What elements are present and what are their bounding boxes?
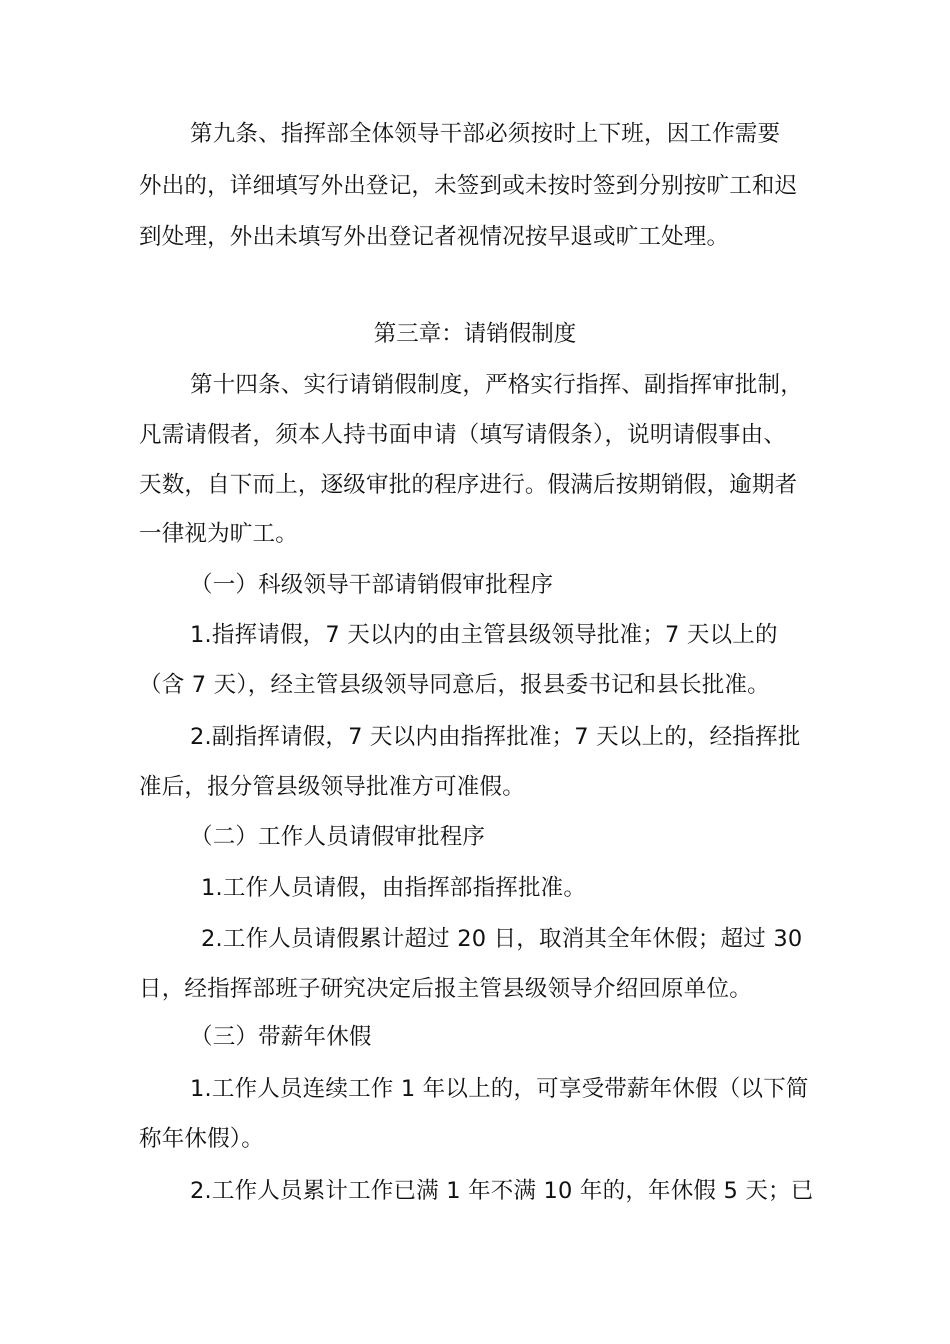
- article14-line4: 一律视为旷工。: [139, 521, 298, 547]
- section1-item2-line2: 准后，报分管县级领导批准方可准假。: [139, 774, 525, 800]
- article9-line2: 外出的，详细填写外出登记，未签到或未按时签到分别按旷工和迟: [139, 173, 798, 199]
- section1-item2-line1: 2.副指挥请假，7 天以内由指挥批准；7 天以上的，经指挥批: [190, 724, 801, 750]
- section2-item2-line1: 2.工作人员请假累计超过 20 日，取消其全年休假；超过 30: [201, 926, 803, 952]
- section3-heading: （三）带薪年休假: [190, 1024, 372, 1050]
- section3-item2-line1: 2.工作人员累计工作已满 1 年不满 10 年的，年休假 5 天；已: [190, 1178, 814, 1204]
- article14-line3: 天数，自下而上，逐级审批的程序进行。假满后按期销假，逾期者: [139, 472, 798, 498]
- section3-item1-line1: 1.工作人员连续工作 1 年以上的，可享受带薪年休假（以下简: [190, 1076, 809, 1102]
- section2-item2-line2: 日，经指挥部班子研究决定后报主管县级领导介绍回原单位。: [139, 976, 752, 1002]
- chapter-title: 第三章：请销假制度: [373, 321, 577, 347]
- article14-line2: 凡需请假者，须本人持书面申请（填写请假条），说明请假事由、: [139, 422, 787, 448]
- article9-line1: 第九条、指挥部全体领导干部必须按时上下班，因工作需要: [190, 121, 781, 147]
- section1-heading: （一）科级领导干部请销假审批程序: [190, 572, 554, 598]
- section1-item1-line2: （含 7 天），经主管县级领导同意后，报县委书记和县长批准。: [139, 672, 770, 698]
- section1-item1-line1: 1.指挥请假，7 天以内的由主管县级领导批准；7 天以上的: [190, 622, 778, 648]
- article9-line3: 到处理，外出未填写外出登记者视情况按早退或旷工处理。: [139, 224, 730, 250]
- section2-item1: 1.工作人员请假，由指挥部指挥批准。: [201, 875, 587, 901]
- section2-heading: （二）工作人员请假审批程序: [190, 824, 486, 850]
- article14-line1: 第十四条、实行请销假制度，严格实行指挥、副指挥审批制，: [190, 372, 803, 398]
- section3-item1-line2: 称年休假）。: [139, 1126, 264, 1152]
